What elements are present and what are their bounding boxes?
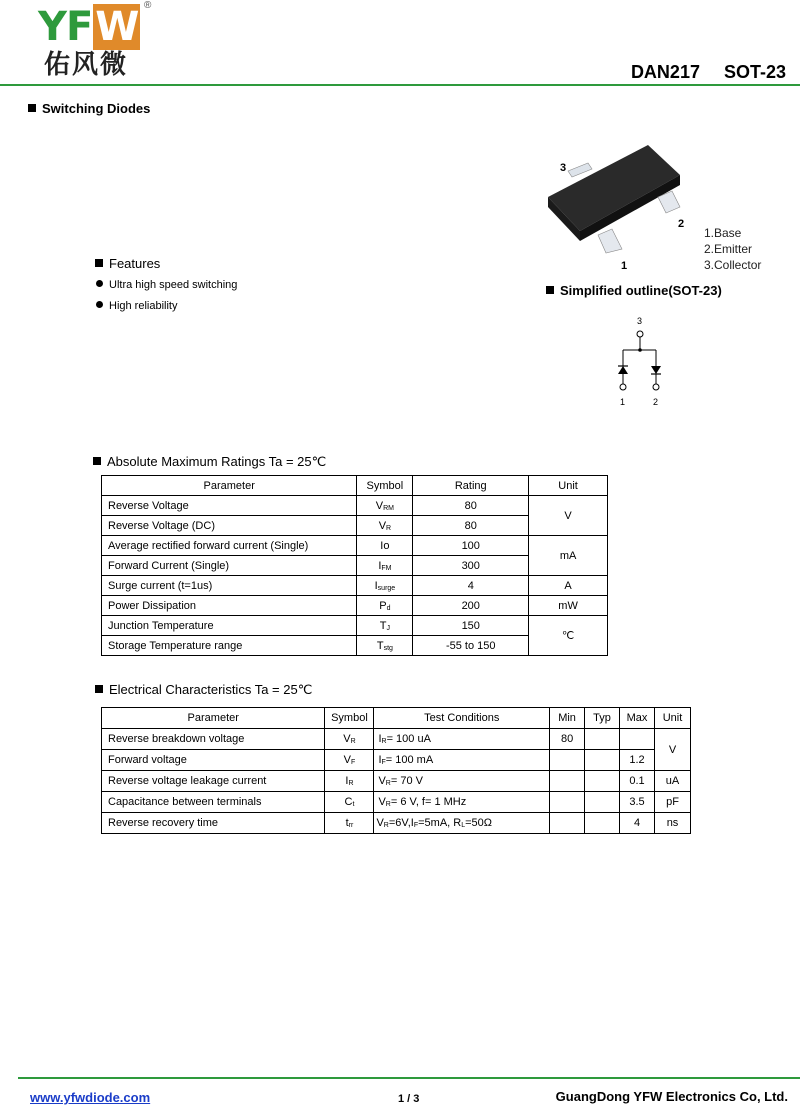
param-cell: Storage Temperature range — [102, 636, 357, 656]
rating-cell: -55 to 150 — [413, 636, 529, 656]
abs-max-table — [101, 475, 608, 656]
round-bullet-icon — [96, 280, 103, 287]
symbol-cell: $V_{RM}$ — [357, 496, 413, 516]
col-header: Symbol — [325, 708, 374, 729]
pin3-terminal — [637, 331, 643, 337]
pin-label-1: 1 — [621, 260, 628, 272]
table-header-row — [102, 476, 608, 496]
page-number: 1 / 3 — [398, 1093, 420, 1105]
unit-cell: ns — [655, 813, 691, 834]
param-cell: Surge current (t=1us) — [102, 576, 357, 596]
pin-function-1: 1.Base — [704, 226, 742, 240]
square-bullet-icon — [546, 286, 554, 294]
elec-title — [95, 682, 312, 698]
col-header: Rating — [413, 476, 529, 496]
rating-cell: 200 — [413, 596, 529, 616]
param-cell: Capacitance between terminals — [102, 792, 325, 813]
condition-cell: $I_R= 100$ uA — [374, 729, 550, 750]
param-cell: Power Dissipation — [102, 596, 357, 616]
param-cell: Average rectified forward current (Single) — [102, 536, 357, 556]
feature-item — [96, 300, 177, 312]
abs-max-title — [93, 454, 326, 470]
table-row — [102, 771, 691, 792]
elec-table — [101, 707, 691, 834]
section-title — [28, 101, 150, 116]
symbol-cell: $t_{rr}$ — [325, 813, 374, 834]
pin3-lead — [568, 163, 592, 177]
schematic-diagram — [608, 312, 672, 412]
symbol-cell: Io — [357, 536, 413, 556]
pin2-terminal — [653, 384, 659, 390]
pin-function-3: 3.Collector — [704, 258, 762, 272]
rating-cell: 4 — [413, 576, 529, 596]
typ-cell — [585, 771, 620, 792]
elec-title-text: Electrical Characteristics Ta = 25℃ — [109, 682, 313, 697]
part-number: DAN217 — [630, 62, 700, 82]
min-cell: 80 — [550, 729, 585, 750]
rating-cell: 100 — [413, 536, 529, 556]
website-link[interactable]: www.yfwdiode.com — [30, 1090, 151, 1105]
square-bullet-icon — [95, 259, 103, 267]
unit-cell: pF — [655, 792, 691, 813]
max-cell: 0.1 — [620, 771, 655, 792]
pin-function-list — [704, 225, 761, 273]
schematic-pin-2: 2 — [653, 397, 659, 407]
logo-letters: YF — [38, 4, 93, 50]
param-cell: Forward voltage — [102, 750, 325, 771]
unit-cell: uA — [655, 771, 691, 792]
company-name: GuangDong YFW Electronics Co, Ltd. — [555, 1089, 788, 1104]
param-cell: Junction Temperature — [102, 616, 357, 636]
footer-rule — [18, 1077, 800, 1079]
unit-cell: V — [655, 729, 691, 771]
col-header: Parameter — [102, 476, 357, 496]
max-cell: 3.5 — [620, 792, 655, 813]
table-row — [102, 792, 691, 813]
features-title — [95, 256, 160, 271]
symbol-cell: $C_t$ — [325, 792, 374, 813]
param-cell: Reverse voltage leakage current — [102, 771, 325, 792]
logo-w-box: W — [95, 4, 139, 50]
param-cell: Reverse Voltage (DC) — [102, 516, 357, 536]
diode-2-icon — [651, 366, 661, 374]
symbol-cell: $V_R$ — [357, 516, 413, 536]
col-header: Max — [620, 708, 655, 729]
col-header: Unit — [655, 708, 691, 729]
typ-cell — [585, 729, 620, 750]
schematic-pin-3: 3 — [637, 316, 643, 326]
rating-cell: 80 — [413, 496, 529, 516]
symbol-cell: $T_{stg}$ — [357, 636, 413, 656]
table-row — [102, 576, 608, 596]
col-header: Typ — [585, 708, 620, 729]
param-cell: Reverse recovery time — [102, 813, 325, 834]
pin-label-2: 2 — [678, 218, 685, 230]
registered-mark: ® — [144, 0, 152, 11]
pin-label-3: 3 — [560, 162, 567, 174]
table-row — [102, 496, 608, 516]
symbol-cell: $V_R$ — [325, 729, 374, 750]
header-rule — [0, 84, 800, 86]
pin1-lead — [598, 229, 622, 253]
unit-cell: mW — [529, 596, 608, 616]
outline-title-text: Simplified outline(SOT-23) — [560, 283, 722, 298]
symbol-cell: $V_F$ — [325, 750, 374, 771]
feature-text: Ultra high speed switching — [109, 279, 238, 291]
condition-cell: $I_F= 100$ mA — [374, 750, 550, 771]
condition-cell: $V_R=6V,I_F=5mA$, $R_L=50\Omega$ — [374, 813, 550, 834]
col-header: Test Conditions — [374, 708, 550, 729]
min-cell — [550, 771, 585, 792]
rating-cell: 300 — [413, 556, 529, 576]
diode-1-icon — [618, 366, 628, 374]
doc-title — [607, 62, 786, 83]
table-header-row — [102, 708, 691, 729]
abs-max-title-text: Absolute Maximum Ratings Ta = 25℃ — [107, 454, 327, 469]
square-bullet-icon — [95, 685, 103, 693]
max-cell: 4 — [620, 813, 655, 834]
rating-cell: 80 — [413, 516, 529, 536]
symbol-cell: $P_d$ — [357, 596, 413, 616]
square-bullet-icon — [28, 104, 36, 112]
unit-cell: V — [529, 496, 608, 536]
typ-cell — [585, 792, 620, 813]
unit-cell: mA — [529, 536, 608, 576]
min-cell — [550, 792, 585, 813]
table-row — [102, 596, 608, 616]
square-bullet-icon — [93, 457, 101, 465]
condition-cell: $V_R= 6$ V, f= 1 MHz — [374, 792, 550, 813]
typ-cell — [585, 750, 620, 771]
table-row — [102, 616, 608, 636]
sot23-package-image — [540, 135, 710, 275]
table-row — [102, 536, 608, 556]
table-row — [102, 813, 691, 834]
rating-cell: 150 — [413, 616, 529, 636]
package-name: SOT-23 — [723, 62, 786, 82]
param-cell: Forward Current (Single) — [102, 556, 357, 576]
condition-cell: $V_R= 70$ V — [374, 771, 550, 792]
param-cell: Reverse Voltage — [102, 496, 357, 516]
logo-chinese: 佑风微 — [44, 50, 129, 80]
unit-cell: ℃ — [529, 616, 608, 656]
pin-function-2: 2.Emitter — [704, 242, 753, 256]
param-cell: Reverse breakdown voltage — [102, 729, 325, 750]
section-title-text: Switching Diodes — [42, 101, 151, 116]
min-cell — [550, 813, 585, 834]
unit-cell: A — [529, 576, 608, 596]
col-header: Symbol — [357, 476, 413, 496]
col-header: Min — [550, 708, 585, 729]
pin1-terminal — [620, 384, 626, 390]
symbol-cell: $I_{FM}$ — [357, 556, 413, 576]
typ-cell — [585, 813, 620, 834]
schematic-pin-1: 1 — [620, 397, 626, 407]
feature-item — [96, 279, 237, 291]
features-title-text: Features — [109, 256, 161, 271]
max-cell: 1.2 — [620, 750, 655, 771]
table-row — [102, 729, 691, 750]
symbol-cell: $I_R$ — [325, 771, 374, 792]
col-header: Unit — [529, 476, 608, 496]
table-row — [102, 750, 691, 771]
max-cell — [620, 729, 655, 750]
min-cell — [550, 750, 585, 771]
symbol-cell: $T_J$ — [357, 616, 413, 636]
feature-text: High reliability — [109, 300, 178, 312]
outline-title — [546, 283, 722, 298]
round-bullet-icon — [96, 301, 103, 308]
col-header: Parameter — [102, 708, 325, 729]
symbol-cell: $I_{surge}$ — [357, 576, 413, 596]
